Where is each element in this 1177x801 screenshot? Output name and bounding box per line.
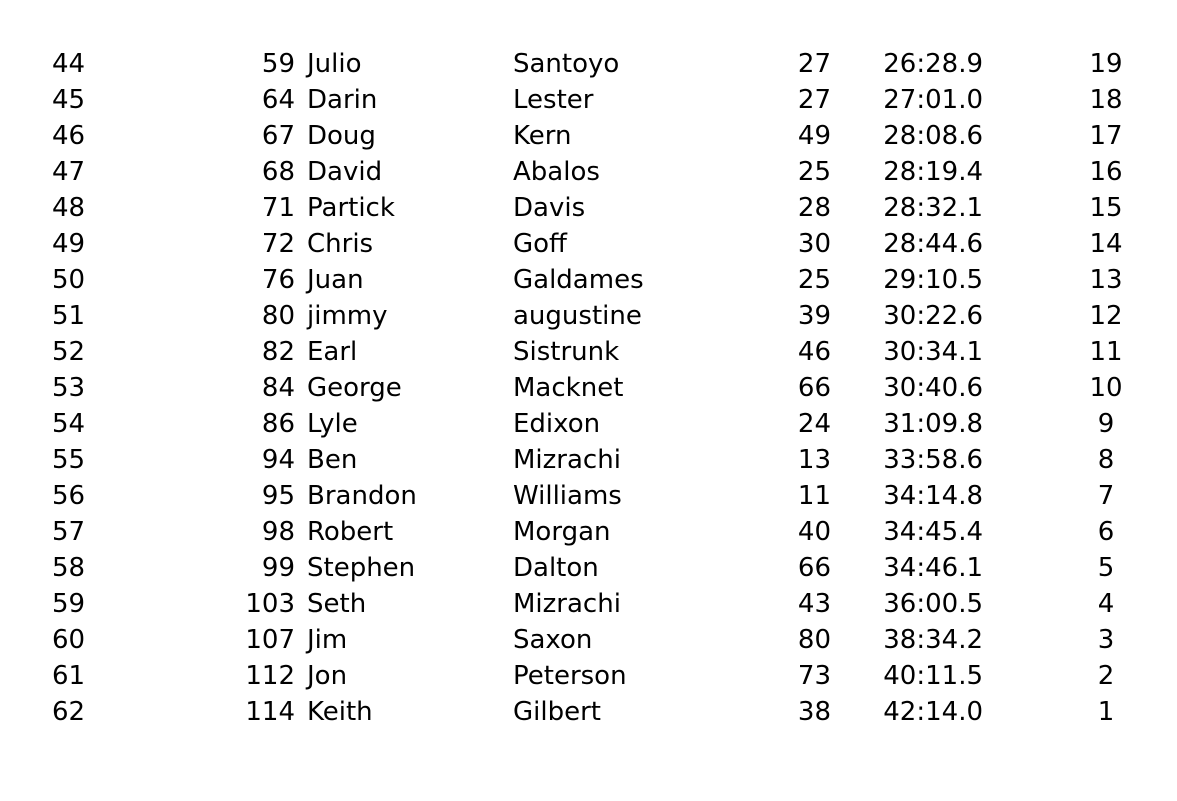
last-name-cell: Gilbert <box>513 697 601 727</box>
bib-cell: 64 <box>261 85 295 115</box>
result-row <box>0 478 1177 514</box>
place-cell: 56 <box>52 481 86 511</box>
last-name-cell: Santoyo <box>513 49 620 79</box>
age-cell: 25 <box>797 265 831 295</box>
results-table <box>0 46 1177 730</box>
result-row <box>0 694 1177 730</box>
last-name-cell: Dalton <box>513 553 599 583</box>
bib-cell: 112 <box>245 661 295 691</box>
age-cell: 49 <box>797 121 831 151</box>
last-name-cell: Davis <box>513 193 586 223</box>
result-row <box>0 622 1177 658</box>
points-cell: 11 <box>1089 337 1123 367</box>
time-cell: 28:08.6 <box>883 121 983 151</box>
first-name-cell: Jon <box>307 661 348 691</box>
place-cell: 47 <box>52 157 86 187</box>
age-cell: 40 <box>797 517 831 547</box>
points-cell: 19 <box>1089 49 1123 79</box>
result-row <box>0 82 1177 118</box>
age-cell: 25 <box>797 157 831 187</box>
age-cell: 73 <box>797 661 831 691</box>
time-cell: 30:34.1 <box>883 337 983 367</box>
bib-cell: 72 <box>261 229 295 259</box>
points-cell: 15 <box>1089 193 1123 223</box>
first-name-cell: Keith <box>307 697 373 727</box>
first-name-cell: Jim <box>307 625 348 655</box>
last-name-cell: Mizrachi <box>513 445 621 475</box>
bib-cell: 76 <box>261 265 295 295</box>
points-cell: 14 <box>1089 229 1123 259</box>
last-name-cell: Morgan <box>513 517 611 547</box>
points-cell: 8 <box>1097 445 1115 475</box>
time-cell: 28:44.6 <box>883 229 983 259</box>
time-cell: 34:46.1 <box>883 553 983 583</box>
points-cell: 13 <box>1089 265 1123 295</box>
place-cell: 44 <box>52 49 86 79</box>
age-cell: 27 <box>797 85 831 115</box>
points-cell: 5 <box>1097 553 1115 583</box>
age-cell: 30 <box>797 229 831 259</box>
result-row <box>0 442 1177 478</box>
place-cell: 46 <box>52 121 86 151</box>
place-cell: 53 <box>52 373 86 403</box>
bib-cell: 95 <box>261 481 295 511</box>
first-name-cell: Lyle <box>307 409 358 439</box>
time-cell: 30:22.6 <box>883 301 983 331</box>
first-name-cell: Earl <box>307 337 358 367</box>
time-cell: 28:19.4 <box>883 157 983 187</box>
last-name-cell: Williams <box>513 481 622 511</box>
place-cell: 51 <box>52 301 86 331</box>
points-cell: 10 <box>1089 373 1123 403</box>
age-cell: 38 <box>797 697 831 727</box>
time-cell: 29:10.5 <box>883 265 983 295</box>
points-cell: 12 <box>1089 301 1123 331</box>
result-row <box>0 190 1177 226</box>
result-row <box>0 514 1177 550</box>
last-name-cell: augustine <box>513 301 642 331</box>
last-name-cell: Galdames <box>513 265 644 295</box>
place-cell: 50 <box>52 265 86 295</box>
time-cell: 26:28.9 <box>883 49 983 79</box>
points-cell: 6 <box>1097 517 1115 547</box>
points-cell: 9 <box>1097 409 1115 439</box>
first-name-cell: Juan <box>307 265 364 295</box>
age-cell: 66 <box>797 373 831 403</box>
last-name-cell: Sistrunk <box>513 337 620 367</box>
bib-cell: 82 <box>261 337 295 367</box>
time-cell: 33:58.6 <box>883 445 983 475</box>
last-name-cell: Lester <box>513 85 594 115</box>
result-row <box>0 334 1177 370</box>
age-cell: 43 <box>797 589 831 619</box>
result-row <box>0 298 1177 334</box>
time-cell: 27:01.0 <box>883 85 983 115</box>
first-name-cell: jimmy <box>307 301 388 331</box>
points-cell: 1 <box>1097 697 1115 727</box>
result-row <box>0 658 1177 694</box>
place-cell: 52 <box>52 337 86 367</box>
bib-cell: 94 <box>261 445 295 475</box>
points-cell: 2 <box>1097 661 1115 691</box>
bib-cell: 80 <box>261 301 295 331</box>
last-name-cell: Kern <box>513 121 572 151</box>
bib-cell: 59 <box>261 49 295 79</box>
time-cell: 40:11.5 <box>883 661 983 691</box>
first-name-cell: Darin <box>307 85 378 115</box>
time-cell: 30:40.6 <box>883 373 983 403</box>
time-cell: 34:14.8 <box>883 481 983 511</box>
result-row <box>0 370 1177 406</box>
place-cell: 48 <box>52 193 86 223</box>
result-row <box>0 262 1177 298</box>
place-cell: 57 <box>52 517 86 547</box>
age-cell: 27 <box>797 49 831 79</box>
age-cell: 24 <box>797 409 831 439</box>
first-name-cell: Brandon <box>307 481 417 511</box>
age-cell: 11 <box>797 481 831 511</box>
place-cell: 45 <box>52 85 86 115</box>
age-cell: 66 <box>797 553 831 583</box>
last-name-cell: Saxon <box>513 625 593 655</box>
place-cell: 55 <box>52 445 86 475</box>
first-name-cell: George <box>307 373 402 403</box>
place-cell: 60 <box>52 625 86 655</box>
first-name-cell: David <box>307 157 383 187</box>
first-name-cell: Seth <box>307 589 367 619</box>
time-cell: 38:34.2 <box>883 625 983 655</box>
time-cell: 34:45.4 <box>883 517 983 547</box>
points-cell: 3 <box>1097 625 1115 655</box>
bib-cell: 68 <box>261 157 295 187</box>
bib-cell: 98 <box>261 517 295 547</box>
place-cell: 54 <box>52 409 86 439</box>
result-row <box>0 586 1177 622</box>
bib-cell: 71 <box>261 193 295 223</box>
age-cell: 80 <box>797 625 831 655</box>
points-cell: 7 <box>1097 481 1115 511</box>
place-cell: 59 <box>52 589 86 619</box>
result-row <box>0 154 1177 190</box>
place-cell: 62 <box>52 697 86 727</box>
age-cell: 39 <box>797 301 831 331</box>
first-name-cell: Stephen <box>307 553 416 583</box>
result-row <box>0 46 1177 82</box>
last-name-cell: Mizrachi <box>513 589 621 619</box>
age-cell: 46 <box>797 337 831 367</box>
result-row <box>0 226 1177 262</box>
first-name-cell: Doug <box>307 121 376 151</box>
bib-cell: 99 <box>261 553 295 583</box>
bib-cell: 84 <box>261 373 295 403</box>
time-cell: 28:32.1 <box>883 193 983 223</box>
first-name-cell: Partick <box>307 193 395 223</box>
result-row <box>0 550 1177 586</box>
bib-cell: 114 <box>245 697 295 727</box>
time-cell: 31:09.8 <box>883 409 983 439</box>
last-name-cell: Abalos <box>513 157 600 187</box>
bib-cell: 86 <box>261 409 295 439</box>
time-cell: 36:00.5 <box>883 589 983 619</box>
first-name-cell: Julio <box>307 49 362 79</box>
points-cell: 17 <box>1089 121 1123 151</box>
place-cell: 61 <box>52 661 86 691</box>
last-name-cell: Goff <box>513 229 567 259</box>
bib-cell: 67 <box>261 121 295 151</box>
first-name-cell: Ben <box>307 445 358 475</box>
time-cell: 42:14.0 <box>883 697 983 727</box>
points-cell: 18 <box>1089 85 1123 115</box>
place-cell: 58 <box>52 553 86 583</box>
place-cell: 49 <box>52 229 86 259</box>
points-cell: 16 <box>1089 157 1123 187</box>
points-cell: 4 <box>1097 589 1115 619</box>
first-name-cell: Robert <box>307 517 394 547</box>
result-row <box>0 118 1177 154</box>
result-row <box>0 406 1177 442</box>
first-name-cell: Chris <box>307 229 374 259</box>
last-name-cell: Edixon <box>513 409 601 439</box>
age-cell: 28 <box>797 193 831 223</box>
bib-cell: 103 <box>245 589 295 619</box>
last-name-cell: Peterson <box>513 661 627 691</box>
age-cell: 13 <box>797 445 831 475</box>
last-name-cell: Macknet <box>513 373 624 403</box>
bib-cell: 107 <box>245 625 295 655</box>
